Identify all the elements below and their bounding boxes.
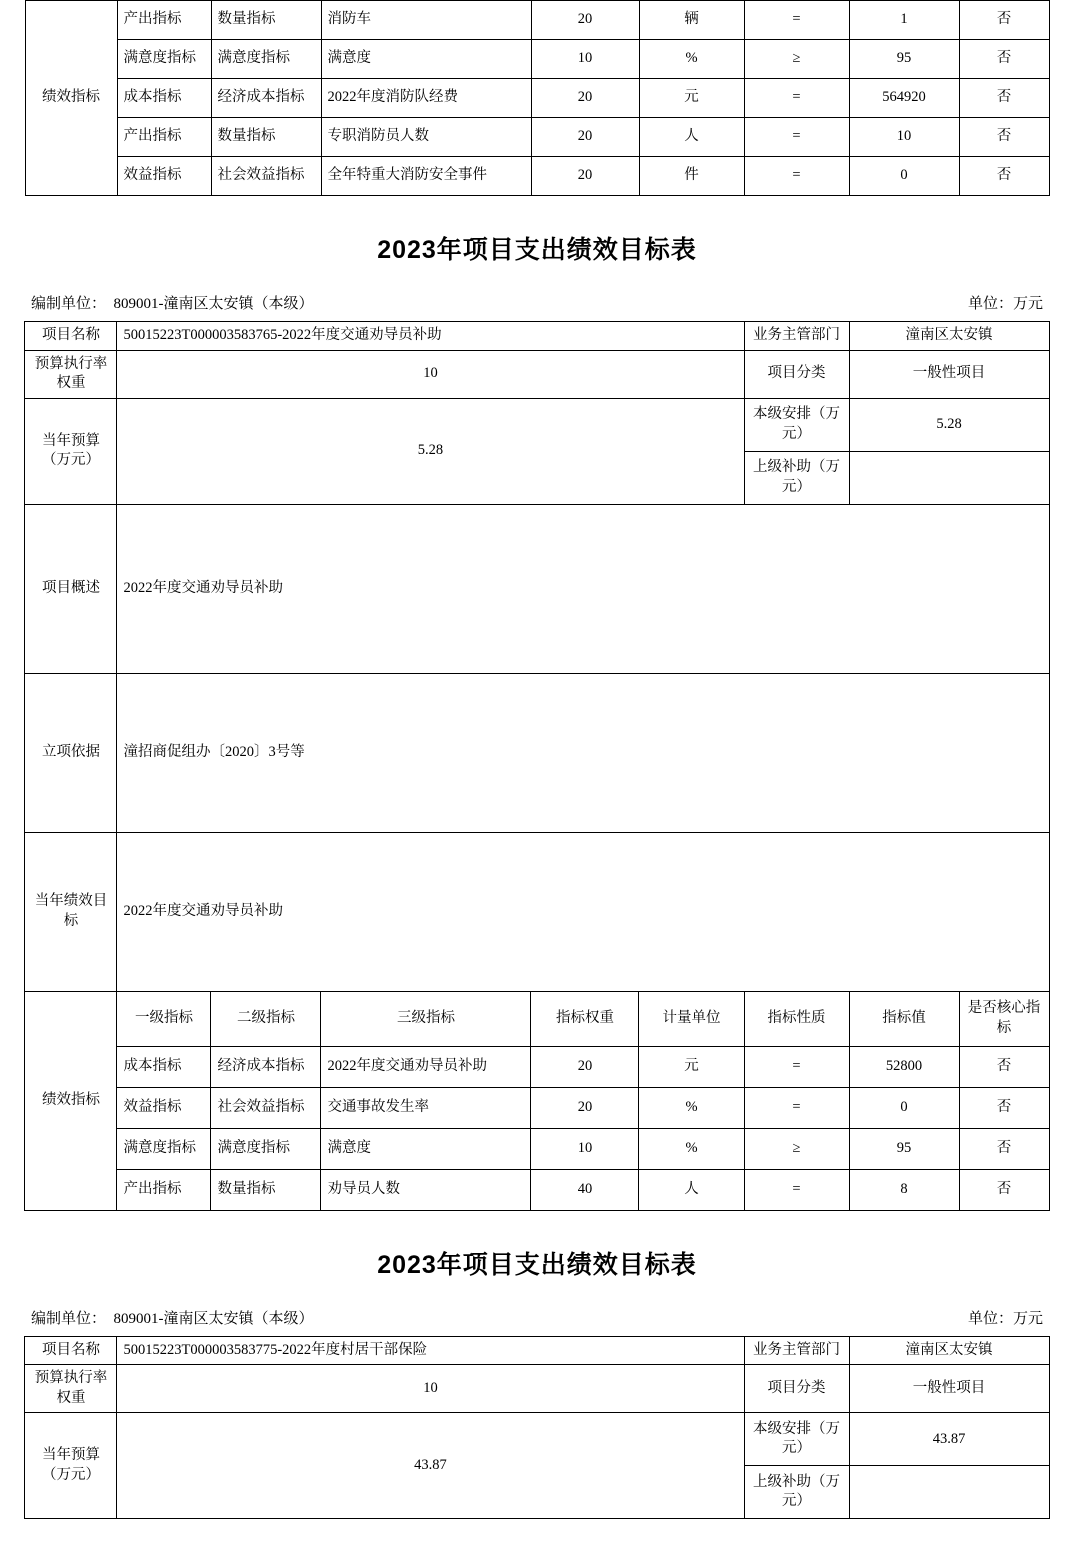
cell-nature: = (744, 1087, 849, 1128)
cell-nature: ≥ (744, 40, 849, 79)
value-local-arrange: 43.87 (849, 1413, 1049, 1466)
cell-nature: = (744, 118, 849, 157)
table-row-exec-rate (25, 1365, 1049, 1413)
bottom-spacer (0, 1519, 1074, 1545)
cell-weight: 10 (531, 40, 639, 79)
value-local-arrange: 5.28 (849, 398, 1049, 451)
value-exec-rate: 10 (117, 1365, 744, 1413)
label-budget: 当年预算（万元） (25, 398, 117, 504)
cell-level3: 满意度 (321, 1128, 531, 1169)
label-exec-rate: 预算执行率权重 (25, 350, 117, 398)
label-exec-rate: 预算执行率权重 (25, 1365, 117, 1413)
page-title-section2: 2023年项目支出绩效目标表 (377, 1250, 697, 1279)
compiling-unit-section2: 编制单位： 809001-潼南区太安镇（本级） (31, 1310, 314, 1327)
cell-nature: = (744, 1169, 849, 1210)
table-row-budget-local (25, 1413, 1049, 1466)
cell-level1: 满意度指标 (117, 40, 211, 79)
label-performance-indicator: 绩效指标 (25, 991, 117, 1210)
table-row (25, 40, 1049, 79)
cell-nature: = (744, 79, 849, 118)
value-basis: 潼招商促组办〔2020〕3号等 (117, 673, 1049, 832)
meta-row-section2 (31, 1307, 1043, 1328)
cell-core: 否 (959, 1, 1049, 40)
header-level3: 三级指标 (321, 991, 531, 1046)
label-category: 项目分类 (744, 350, 849, 398)
table-row-project-name (25, 1336, 1049, 1365)
cell-value: 10 (849, 118, 959, 157)
header-weight: 指标权重 (531, 991, 639, 1046)
cell-weight: 20 (531, 79, 639, 118)
cell-value: 1 (849, 1, 959, 40)
cell-level1: 产出指标 (117, 1, 211, 40)
table-row (25, 1087, 1049, 1128)
table-row-exec-rate (25, 350, 1049, 398)
project-performance-table-section1 (24, 321, 1049, 1211)
header-unit: 计量单位 (639, 991, 744, 1046)
label-basis: 立项依据 (25, 673, 117, 832)
cell-level2: 数量指标 (211, 118, 321, 157)
cell-level1: 成本指标 (117, 79, 211, 118)
value-overview: 2022年度交通劝导员补助 (117, 504, 1049, 673)
cell-level2: 社会效益指标 (211, 1087, 321, 1128)
value-year-target: 2022年度交通劝导员补助 (117, 832, 1049, 991)
cell-core: 否 (959, 1087, 1049, 1128)
cell-level3: 2022年度交通劝导员补助 (321, 1046, 531, 1087)
cell-value: 52800 (849, 1046, 959, 1087)
cell-level2: 满意度指标 (211, 40, 321, 79)
cell-level2: 经济成本指标 (211, 1046, 321, 1087)
label-budget: 当年预算（万元） (25, 1413, 117, 1519)
cell-unit: 辆 (639, 1, 744, 40)
cell-level3: 2022年度消防队经费 (321, 79, 531, 118)
cell-value: 95 (849, 40, 959, 79)
table-row (25, 1128, 1049, 1169)
cell-level2: 满意度指标 (211, 1128, 321, 1169)
cell-level2: 经济成本指标 (211, 79, 321, 118)
cell-core: 否 (959, 40, 1049, 79)
table-row (25, 157, 1049, 196)
cell-weight: 10 (531, 1128, 639, 1169)
cell-weight: 20 (531, 1087, 639, 1128)
label-local-arrange: 本级安排（万元） (744, 398, 849, 451)
cell-value: 0 (849, 1087, 959, 1128)
label-project-name: 项目名称 (25, 1336, 117, 1365)
cell-weight: 20 (531, 157, 639, 196)
cell-weight: 20 (531, 1046, 639, 1087)
value-budget: 43.87 (117, 1413, 744, 1519)
cell-nature: = (744, 157, 849, 196)
value-project-name: 50015223T000003583775-2022年度村居干部保险 (117, 1336, 744, 1365)
cell-level3: 交通事故发生率 (321, 1087, 531, 1128)
cell-level1: 产出指标 (117, 1169, 211, 1210)
value-budget: 5.28 (117, 398, 744, 504)
table-row-basis (25, 673, 1049, 832)
table-row-year-target (25, 832, 1049, 991)
table-row (25, 79, 1049, 118)
label-upper-subsidy: 上级补助（万元） (744, 1466, 849, 1519)
table-row-indicator-header (25, 991, 1049, 1046)
cell-level2: 社会效益指标 (211, 157, 321, 196)
cell-unit: 元 (639, 1046, 744, 1087)
cell-value: 8 (849, 1169, 959, 1210)
header-level1: 一级指标 (117, 991, 211, 1046)
table-row (25, 1, 1049, 40)
table-row-budget-local (25, 398, 1049, 451)
table-row (25, 1169, 1049, 1210)
table-row (25, 1046, 1049, 1087)
cell-unit: % (639, 1128, 744, 1169)
value-dept: 潼南区太安镇 (849, 1336, 1049, 1365)
header-nature: 指标性质 (744, 991, 849, 1046)
label-dept: 业务主管部门 (744, 1336, 849, 1365)
cell-level3: 满意度 (321, 40, 531, 79)
cell-unit: 人 (639, 1169, 744, 1210)
label-project-name: 项目名称 (25, 322, 117, 351)
value-upper-subsidy (849, 451, 1049, 504)
value-category: 一般性项目 (849, 1365, 1049, 1413)
cell-nature: = (744, 1, 849, 40)
table-row-project-name (25, 322, 1049, 351)
project-performance-table-section2 (24, 1336, 1049, 1520)
cell-value: 564920 (849, 79, 959, 118)
label-upper-subsidy: 上级补助（万元） (744, 451, 849, 504)
value-category: 一般性项目 (849, 350, 1049, 398)
cell-level3: 消防车 (321, 1, 531, 40)
header-level2: 二级指标 (211, 991, 321, 1046)
label-year-target: 当年绩效目标 (25, 832, 117, 991)
cell-level2: 数量指标 (211, 1, 321, 40)
cell-nature: = (744, 1046, 849, 1087)
cell-unit: 人 (639, 118, 744, 157)
value-upper-subsidy (849, 1466, 1049, 1519)
cell-level1: 产出指标 (117, 118, 211, 157)
cell-core: 否 (959, 79, 1049, 118)
cell-level1: 效益指标 (117, 1087, 211, 1128)
meta-row-section1 (31, 292, 1043, 313)
cell-unit: % (639, 40, 744, 79)
cell-level2: 数量指标 (211, 1169, 321, 1210)
cell-value: 0 (849, 157, 959, 196)
performance-indicator-table-top (25, 0, 1050, 196)
cell-level3: 劝导员人数 (321, 1169, 531, 1210)
cell-unit: 元 (639, 79, 744, 118)
label-local-arrange: 本级安排（万元） (744, 1413, 849, 1466)
cell-weight: 40 (531, 1169, 639, 1210)
label-category: 项目分类 (744, 1365, 849, 1413)
header-core: 是否核心指标 (959, 991, 1049, 1046)
cell-core: 否 (959, 1128, 1049, 1169)
cell-unit: % (639, 1087, 744, 1128)
unit-note-section1: 单位：万元 (967, 296, 1043, 312)
cell-unit: 件 (639, 157, 744, 196)
value-exec-rate: 10 (117, 350, 744, 398)
row-label-performance: 绩效指标 (25, 1, 117, 196)
compiling-unit-section1: 编制单位： 809001-潼南区太安镇（本级） (31, 296, 314, 312)
unit-note-section2: 单位：万元 (967, 1310, 1043, 1327)
value-project-name: 50015223T000003583765-2022年度交通劝导员补助 (117, 322, 744, 351)
cell-level1: 效益指标 (117, 157, 211, 196)
cell-nature: ≥ (744, 1128, 849, 1169)
table-row-overview (25, 504, 1049, 673)
cell-core: 否 (959, 118, 1049, 157)
cell-level3: 全年特重大消防安全事件 (321, 157, 531, 196)
cell-level1: 成本指标 (117, 1046, 211, 1087)
cell-weight: 20 (531, 118, 639, 157)
label-overview: 项目概述 (25, 504, 117, 673)
cell-core: 否 (959, 1046, 1049, 1087)
cell-weight: 20 (531, 1, 639, 40)
cell-level1: 满意度指标 (117, 1128, 211, 1169)
cell-level3: 专职消防员人数 (321, 118, 531, 157)
cell-core: 否 (959, 157, 1049, 196)
label-dept: 业务主管部门 (744, 322, 849, 351)
header-value: 指标值 (849, 991, 959, 1046)
table-row (25, 118, 1049, 157)
page-title-section1: 2023年项目支出绩效目标表 (377, 236, 697, 264)
cell-value: 95 (849, 1128, 959, 1169)
value-dept: 潼南区太安镇 (849, 322, 1049, 351)
cell-core: 否 (959, 1169, 1049, 1210)
